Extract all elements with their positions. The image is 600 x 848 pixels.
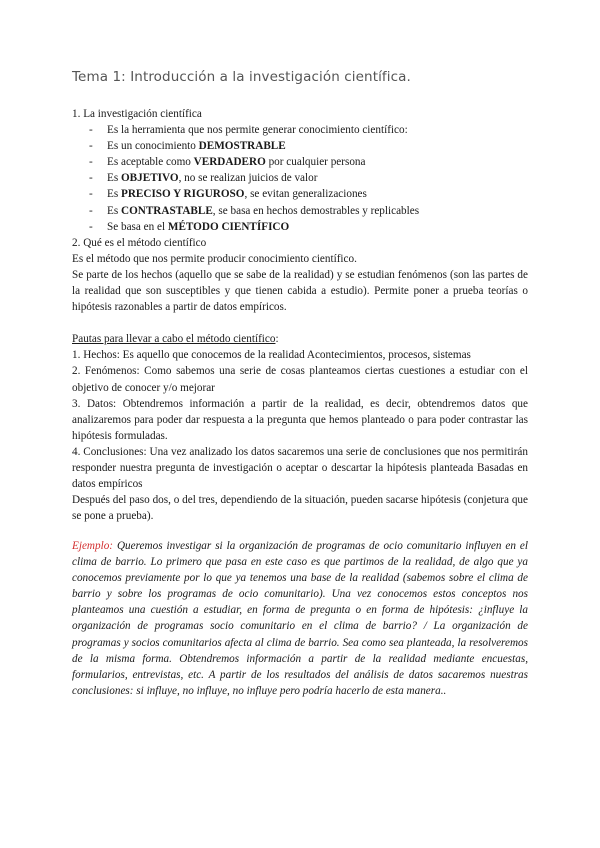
pautas-item: 1. Hechos: Es aquello que conocemos de la realidad Acontecimientos, procesos, sistemas xyxy=(72,349,471,362)
bullet-item: - Es aceptable como VERDADERO por cualquier persona xyxy=(72,154,528,170)
bullet-item: - Es un conocimiento DEMOSTRABLE xyxy=(72,138,528,154)
bullet-item: - Es PRECISO Y RIGUROSO, se evitan generalizaciones xyxy=(72,186,528,202)
example-text: Queremos investigar si la organización de programas de ocio comunitario influyen en el clima de barrio. Lo primero que pasa en este caso es que partimos de la realidad, de algo que ya conocemos previamente por lo que ya tenemos una base de la realidad (sabemos sobre el clima de barrio y sobre los programas de ocio comunitario). Una vez conocemos estos conceptos nos planteamos una cuestión a estudiar, en forma de pregunta o en forma de hipótesis: ¿influye la organización de programas socio comunitario en el clima de barrio? / La organización de programas y socios comunitarios afecta al clima de barrio. Sea como sea planteada, la resolveremos de la misma forma. Obtendremos información a partir de la realidad mediante encuestas, formularios, entrevistas, etc. A partir de los resultados del análisis de datos sacaremos nuestras conclusiones: si influye, no influye, no influye pero podría hacerlo de esta manera.. xyxy=(72,540,528,697)
bullet-item: - Se basa en el MÉTODO CIENTÍFICO xyxy=(72,219,528,235)
pautas-item: 4. Conclusiones: Una vez analizado los datos sacaremos una serie de conclusiones que nos permitirán responder nuestra pregunta de investigación o aceptar o descartar la hipótesis planteada Basadas en datos empíricos xyxy=(72,445,528,491)
section-2-paragraph: Se parte de los hechos (aquello que se sabe de la realidad) y se estudian fenómenos (son las partes de la realidad que son susceptibles y que tienen cabida a estudio). Permite poner a prueba teorías o hipótesis razonables a partir de datos empíricos. xyxy=(72,268,528,314)
example-paragraph xyxy=(72,538,528,699)
document-title: Tema 1: Introducción a la investigación científica. xyxy=(72,69,411,85)
bullet-item: - Es OBJETIVO, no se realizan juicios de valor xyxy=(72,170,528,186)
section-2-paragraph: Es el método que nos permite producir conocimiento científico. xyxy=(72,252,357,265)
document-body xyxy=(72,106,528,524)
example-label: Ejemplo: xyxy=(72,540,114,552)
bullet-item: - Es CONTRASTABLE, se basa en hechos demostrables y replicables xyxy=(72,203,528,219)
pautas-item: 2. Fenómenos: Como sabemos una serie de cosas planteamos ciertas cuestiones a estudiar con el objetivo de conocer y/o mejorar xyxy=(72,365,528,394)
bullet-item: - Es la herramienta que nos permite generar conocimiento científico: xyxy=(72,122,528,138)
pautas-item: 3. Datos: Obtendremos información a partir de la realidad, es decir, obtendremos datos que analizaremos para poder dar respuesta a la pregunta que hemos planteado o para poder contrastar las hipótesis formuladas. xyxy=(72,397,528,442)
section-1-bullet-list xyxy=(72,122,528,235)
pautas-heading: Pautas para llevar a cabo el método científico: xyxy=(72,333,279,346)
pautas-note: Después del paso dos, o del tres, dependiendo de la situación, pueden sacarse hipótesis (conjetura que se pone a prueba). xyxy=(72,494,528,523)
section-1-heading: 1. La investigación científica xyxy=(72,108,202,120)
spacer xyxy=(72,315,528,331)
section-2-heading: 2. Qué es el método científico xyxy=(72,236,207,249)
